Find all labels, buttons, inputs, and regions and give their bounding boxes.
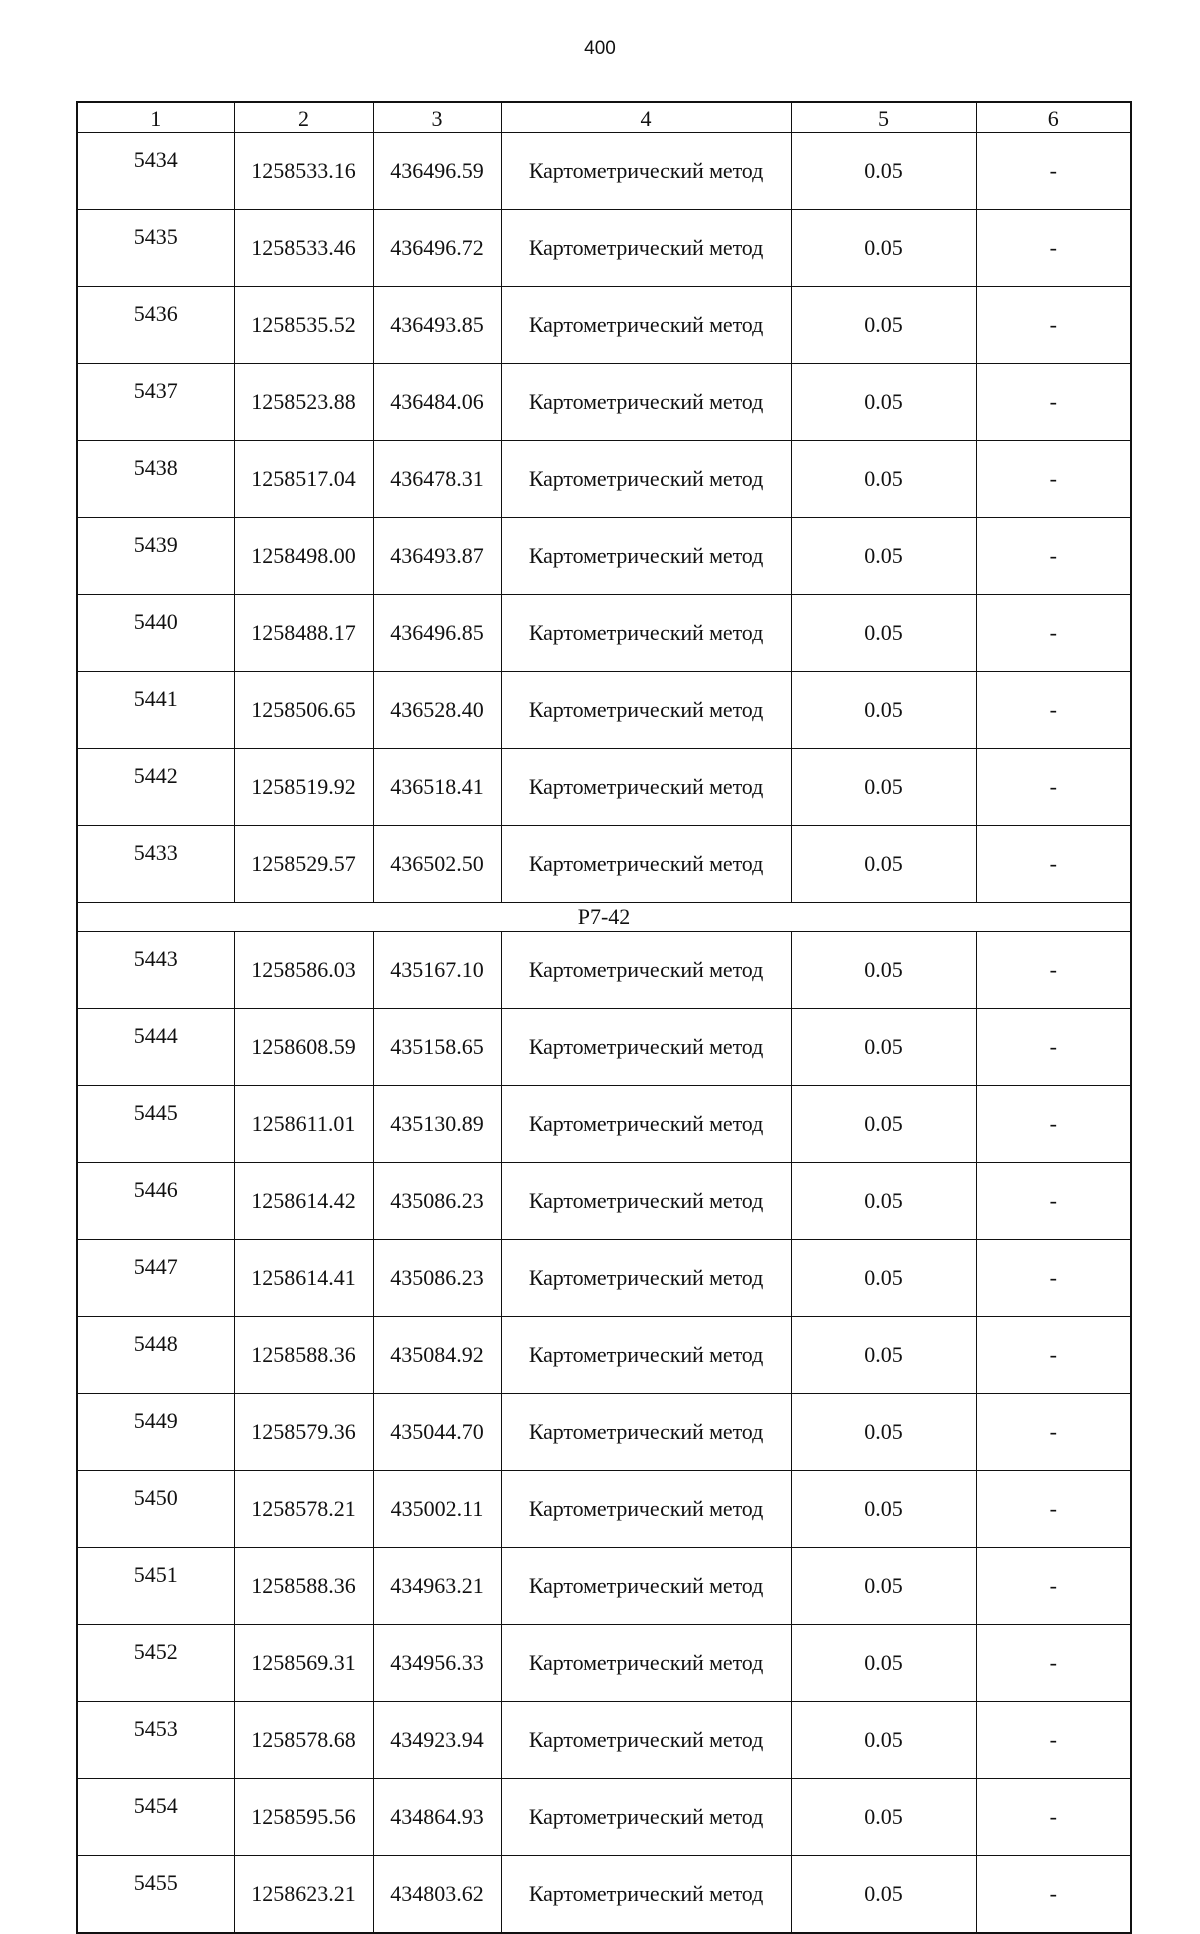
y-coordinate-cell: 436493.87 <box>373 518 501 595</box>
method-cell: Картометрический метод <box>501 1163 791 1240</box>
precision-cell: 0.05 <box>791 1702 976 1779</box>
y-coordinate-cell: 436484.06 <box>373 364 501 441</box>
precision-cell: 0.05 <box>791 1086 976 1163</box>
column-header: 1 <box>77 102 234 133</box>
point-number-cell: 5449 <box>77 1394 234 1471</box>
column-header: 5 <box>791 102 976 133</box>
precision-cell: 0.05 <box>791 364 976 441</box>
point-number-cell: 5437 <box>77 364 234 441</box>
note-cell: - <box>976 1394 1131 1471</box>
y-coordinate-cell: 435084.92 <box>373 1317 501 1394</box>
note-cell: - <box>976 1009 1131 1086</box>
precision-cell: 0.05 <box>791 1471 976 1548</box>
point-number-cell: 5448 <box>77 1317 234 1394</box>
note-cell: - <box>976 1548 1131 1625</box>
method-cell: Картометрический метод <box>501 595 791 672</box>
y-coordinate-cell: 435130.89 <box>373 1086 501 1163</box>
x-coordinate-cell: 1258569.31 <box>234 1625 373 1702</box>
precision-cell: 0.05 <box>791 672 976 749</box>
table-row <box>77 364 1131 441</box>
page-number: 400 <box>584 38 616 59</box>
x-coordinate-cell: 1258614.42 <box>234 1163 373 1240</box>
point-number-cell: 5440 <box>77 595 234 672</box>
table-row <box>77 749 1131 826</box>
precision-cell: 0.05 <box>791 595 976 672</box>
method-cell: Картометрический метод <box>501 826 791 903</box>
method-cell: Картометрический метод <box>501 1702 791 1779</box>
table-row <box>77 1548 1131 1625</box>
table-row <box>77 1856 1131 1934</box>
x-coordinate-cell: 1258533.46 <box>234 210 373 287</box>
precision-cell: 0.05 <box>791 1394 976 1471</box>
method-cell: Картометрический метод <box>501 1240 791 1317</box>
table-row <box>77 1625 1131 1702</box>
point-number-cell: 5452 <box>77 1625 234 1702</box>
note-cell: - <box>976 1856 1131 1934</box>
y-coordinate-cell: 434803.62 <box>373 1856 501 1934</box>
note-cell: - <box>976 1240 1131 1317</box>
precision-cell: 0.05 <box>791 1625 976 1702</box>
x-coordinate-cell: 1258488.17 <box>234 595 373 672</box>
x-coordinate-cell: 1258523.88 <box>234 364 373 441</box>
x-coordinate-cell: 1258533.16 <box>234 133 373 210</box>
note-cell: - <box>976 1471 1131 1548</box>
method-cell: Картометрический метод <box>501 932 791 1009</box>
table-row <box>77 932 1131 1009</box>
precision-cell: 0.05 <box>791 1009 976 1086</box>
y-coordinate-cell: 436496.85 <box>373 595 501 672</box>
method-cell: Картометрический метод <box>501 1317 791 1394</box>
x-coordinate-cell: 1258535.52 <box>234 287 373 364</box>
precision-cell: 0.05 <box>791 518 976 595</box>
y-coordinate-cell: 435167.10 <box>373 932 501 1009</box>
table-row <box>77 1009 1131 1086</box>
precision-cell: 0.05 <box>791 441 976 518</box>
note-cell: - <box>976 441 1131 518</box>
method-cell: Картометрический метод <box>501 518 791 595</box>
y-coordinate-cell: 435002.11 <box>373 1471 501 1548</box>
y-coordinate-cell: 435086.23 <box>373 1240 501 1317</box>
table-row <box>77 595 1131 672</box>
precision-cell: 0.05 <box>791 1548 976 1625</box>
note-cell: - <box>976 826 1131 903</box>
x-coordinate-cell: 1258529.57 <box>234 826 373 903</box>
note-cell: - <box>976 595 1131 672</box>
y-coordinate-cell: 434864.93 <box>373 1779 501 1856</box>
note-cell: - <box>976 1625 1131 1702</box>
y-coordinate-cell: 436493.85 <box>373 287 501 364</box>
y-coordinate-cell: 435044.70 <box>373 1394 501 1471</box>
note-cell: - <box>976 1163 1131 1240</box>
column-header: 3 <box>373 102 501 133</box>
x-coordinate-cell: 1258614.41 <box>234 1240 373 1317</box>
method-cell: Картометрический метод <box>501 1548 791 1625</box>
table-row <box>77 1471 1131 1548</box>
point-number-cell: 5455 <box>77 1856 234 1934</box>
point-number-cell: 5439 <box>77 518 234 595</box>
y-coordinate-cell: 434956.33 <box>373 1625 501 1702</box>
point-number-cell: 5451 <box>77 1548 234 1625</box>
y-coordinate-cell: 436496.59 <box>373 133 501 210</box>
y-coordinate-cell: 436496.72 <box>373 210 501 287</box>
method-cell: Картометрический метод <box>501 749 791 826</box>
point-number-cell: 5447 <box>77 1240 234 1317</box>
precision-cell: 0.05 <box>791 1317 976 1394</box>
column-header: 2 <box>234 102 373 133</box>
method-cell: Картометрический метод <box>501 1471 791 1548</box>
point-number-cell: 5441 <box>77 672 234 749</box>
precision-cell: 0.05 <box>791 1856 976 1934</box>
x-coordinate-cell: 1258579.36 <box>234 1394 373 1471</box>
note-cell: - <box>976 672 1131 749</box>
method-cell: Картометрический метод <box>501 1086 791 1163</box>
point-number-cell: 5450 <box>77 1471 234 1548</box>
x-coordinate-cell: 1258608.59 <box>234 1009 373 1086</box>
table-row <box>77 1163 1131 1240</box>
point-number-cell: 5444 <box>77 1009 234 1086</box>
method-cell: Картометрический метод <box>501 1009 791 1086</box>
method-cell: Картометрический метод <box>501 287 791 364</box>
x-coordinate-cell: 1258611.01 <box>234 1086 373 1163</box>
section-row <box>77 903 1131 932</box>
y-coordinate-cell: 436528.40 <box>373 672 501 749</box>
method-cell: Картометрический метод <box>501 133 791 210</box>
table-row <box>77 1240 1131 1317</box>
table-header-row <box>77 102 1131 133</box>
note-cell: - <box>976 287 1131 364</box>
y-coordinate-cell: 434963.21 <box>373 1548 501 1625</box>
precision-cell: 0.05 <box>791 210 976 287</box>
table-row <box>77 1086 1131 1163</box>
x-coordinate-cell: 1258586.03 <box>234 932 373 1009</box>
note-cell: - <box>976 749 1131 826</box>
y-coordinate-cell: 436518.41 <box>373 749 501 826</box>
note-cell: - <box>976 210 1131 287</box>
x-coordinate-cell: 1258588.36 <box>234 1548 373 1625</box>
table-row <box>77 826 1131 903</box>
table-row <box>77 1702 1131 1779</box>
method-cell: Картометрический метод <box>501 441 791 518</box>
x-coordinate-cell: 1258506.65 <box>234 672 373 749</box>
note-cell: - <box>976 133 1131 210</box>
point-number-cell: 5438 <box>77 441 234 518</box>
point-number-cell: 5435 <box>77 210 234 287</box>
method-cell: Картометрический метод <box>501 1394 791 1471</box>
note-cell: - <box>976 1702 1131 1779</box>
table-row <box>77 441 1131 518</box>
coordinates-table <box>76 101 1132 1934</box>
table-row <box>77 210 1131 287</box>
note-cell: - <box>976 518 1131 595</box>
precision-cell: 0.05 <box>791 287 976 364</box>
method-cell: Картометрический метод <box>501 1625 791 1702</box>
table-row <box>77 518 1131 595</box>
y-coordinate-cell: 436478.31 <box>373 441 501 518</box>
point-number-cell: 5446 <box>77 1163 234 1240</box>
table-row <box>77 1779 1131 1856</box>
x-coordinate-cell: 1258498.00 <box>234 518 373 595</box>
point-number-cell: 5433 <box>77 826 234 903</box>
precision-cell: 0.05 <box>791 1240 976 1317</box>
x-coordinate-cell: 1258588.36 <box>234 1317 373 1394</box>
table-body <box>77 102 1131 1933</box>
method-cell: Картометрический метод <box>501 364 791 441</box>
x-coordinate-cell: 1258578.68 <box>234 1702 373 1779</box>
method-cell: Картометрический метод <box>501 1856 791 1934</box>
y-coordinate-cell: 435086.23 <box>373 1163 501 1240</box>
point-number-cell: 5443 <box>77 932 234 1009</box>
point-number-cell: 5445 <box>77 1086 234 1163</box>
note-cell: - <box>976 1086 1131 1163</box>
table-row <box>77 1317 1131 1394</box>
point-number-cell: 5453 <box>77 1702 234 1779</box>
section-label: Р7-42 <box>77 903 1131 932</box>
note-cell: - <box>976 1779 1131 1856</box>
table-row <box>77 287 1131 364</box>
method-cell: Картометрический метод <box>501 210 791 287</box>
column-header: 6 <box>976 102 1131 133</box>
note-cell: - <box>976 364 1131 441</box>
precision-cell: 0.05 <box>791 932 976 1009</box>
column-header: 4 <box>501 102 791 133</box>
point-number-cell: 5436 <box>77 287 234 364</box>
table-row <box>77 133 1131 210</box>
point-number-cell: 5454 <box>77 1779 234 1856</box>
point-number-cell: 5442 <box>77 749 234 826</box>
y-coordinate-cell: 435158.65 <box>373 1009 501 1086</box>
precision-cell: 0.05 <box>791 133 976 210</box>
method-cell: Картометрический метод <box>501 672 791 749</box>
table-row <box>77 672 1131 749</box>
precision-cell: 0.05 <box>791 1163 976 1240</box>
y-coordinate-cell: 434923.94 <box>373 1702 501 1779</box>
x-coordinate-cell: 1258595.56 <box>234 1779 373 1856</box>
x-coordinate-cell: 1258578.21 <box>234 1471 373 1548</box>
precision-cell: 0.05 <box>791 749 976 826</box>
point-number-cell: 5434 <box>77 133 234 210</box>
note-cell: - <box>976 1317 1131 1394</box>
precision-cell: 0.05 <box>791 826 976 903</box>
method-cell: Картометрический метод <box>501 1779 791 1856</box>
precision-cell: 0.05 <box>791 1779 976 1856</box>
note-cell: - <box>976 932 1131 1009</box>
x-coordinate-cell: 1258519.92 <box>234 749 373 826</box>
x-coordinate-cell: 1258517.04 <box>234 441 373 518</box>
y-coordinate-cell: 436502.50 <box>373 826 501 903</box>
x-coordinate-cell: 1258623.21 <box>234 1856 373 1934</box>
table-row <box>77 1394 1131 1471</box>
